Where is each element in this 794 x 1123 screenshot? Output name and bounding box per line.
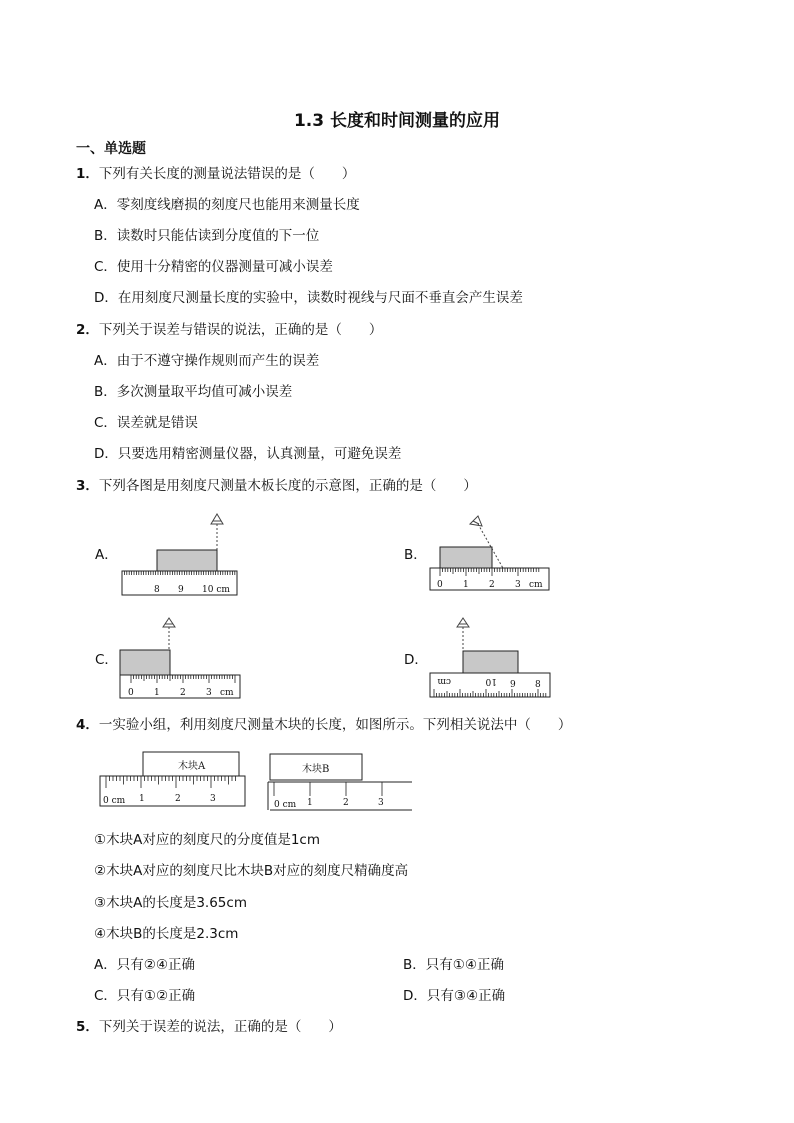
tick-label: 0 cm: [274, 800, 297, 810]
question-5-stem: [76, 1017, 342, 1037]
question-text: 下列关于误差与错误的说法，正确的是（ ）: [98, 322, 383, 338]
tick-label: 3: [515, 580, 521, 590]
wood-board: [463, 651, 518, 673]
tick-label: 9: [178, 585, 184, 595]
tick-label: 10: [485, 676, 497, 686]
block-b-label: 木块B: [302, 764, 330, 775]
tick-label: 2: [343, 798, 349, 808]
tick-label: 0: [128, 688, 134, 698]
tick-label: cm: [220, 688, 234, 698]
ruler-figure-c: [118, 615, 244, 701]
eye-icon: [470, 516, 482, 526]
q1-option-a: A．零刻度线磨损的刻度尺也能用来测量长度: [94, 197, 360, 213]
wood-board: [440, 547, 492, 568]
tick-label: cm: [529, 580, 543, 590]
question-4-stem: [76, 715, 571, 735]
question-number: 5．: [76, 1019, 99, 1035]
statement-2: ②木块A对应的刻度尺比木块B对应的刻度尺精确度高: [94, 863, 409, 879]
question-1-stem: [76, 164, 355, 184]
q4-option-a: A．只有②④正确: [94, 957, 195, 973]
question-2-stem: [76, 320, 382, 340]
question-number: 2．: [76, 322, 99, 338]
q4-option-d: D．只有③④正确: [403, 988, 506, 1004]
wood-board: [120, 650, 170, 675]
question-3-stem: [76, 476, 477, 496]
question-text: 下列关于误差的说法，正确的是（ ）: [98, 1019, 342, 1035]
question-text: 一实验小组，利用刻度尺测量木块的长度，如图所示。下列相关说法中（ ）: [98, 717, 572, 733]
question-text: 下列有关长度的测量说法错误的是（ ）: [98, 166, 356, 182]
tick-label: 8: [154, 585, 160, 595]
figure-label-d: D．: [404, 652, 428, 668]
tick-label: 1: [139, 794, 145, 804]
tick-label: 1: [463, 580, 469, 590]
figure-label-a: A．: [95, 547, 118, 563]
tick-label: 0 cm: [103, 796, 126, 806]
question-number: 1．: [76, 166, 99, 182]
q4-option-c: C．只有①②正确: [94, 988, 196, 1004]
figure-label-c: C．: [95, 652, 118, 668]
section-heading: 一、单选题: [76, 141, 146, 157]
tick-label: 10 cm: [202, 585, 230, 595]
wood-board: [157, 550, 217, 571]
question-number: 4．: [76, 717, 99, 733]
tick-label: 3: [378, 798, 384, 808]
q2-option-c: C．误差就是错误: [94, 415, 198, 431]
eye-icon: [211, 514, 223, 524]
ruler-figure-block-a: [98, 750, 248, 810]
tick-label: 1: [154, 688, 160, 698]
q2-option-d: D．只要选用精密测量仪器，认真测量，可避免误差: [94, 446, 402, 462]
eye-icon: [457, 618, 469, 627]
q4-option-b: B．只有①④正确: [403, 957, 504, 973]
q2-option-b: B．多次测量取平均值可减小误差: [94, 384, 293, 400]
tick-label: 2: [180, 688, 186, 698]
tick-label: 8: [535, 680, 541, 690]
question-number: 3．: [76, 478, 99, 494]
tick-label: 3: [210, 794, 216, 804]
eye-icon: [163, 618, 175, 627]
statement-1: ①木块A对应的刻度尺的分度值是1cm: [94, 832, 320, 848]
tick-label: 9: [510, 680, 516, 690]
tick-label: 2: [489, 580, 495, 590]
tick-label: 3: [206, 688, 212, 698]
q1-option-c: C．使用十分精密的仪器测量可减小误差: [94, 259, 333, 275]
ruler-figure-d: [428, 615, 554, 701]
q2-option-a: A．由于不遵守操作规则而产生的误差: [94, 353, 320, 369]
tick-label: cm: [437, 676, 451, 686]
figure-label-b: B．: [404, 547, 427, 563]
tick-label: 1: [307, 798, 313, 808]
q1-option-b: B．读数时只能估读到分度值的下一位: [94, 228, 320, 244]
q1-option-d: D．在用刻度尺测量长度的实验中，读数时视线与尺面不垂直会产生误差: [94, 290, 523, 306]
ruler-figure-b: [428, 512, 552, 592]
tick-label: 0: [437, 580, 443, 590]
block-a-label: 木块A: [178, 761, 206, 772]
ruler-figure-a: [120, 510, 240, 598]
ruler-figure-block-b: [266, 752, 416, 814]
statement-3: ③木块A的长度是3.65cm: [94, 895, 247, 911]
tick-label: 2: [175, 794, 181, 804]
page-title: 1.3 长度和时间测量的应用: [293, 111, 501, 131]
question-text: 下列各图是用刻度尺测量木板长度的示意图，正确的是（ ）: [98, 478, 477, 494]
statement-4: ④木块B的长度是2.3cm: [94, 926, 239, 942]
